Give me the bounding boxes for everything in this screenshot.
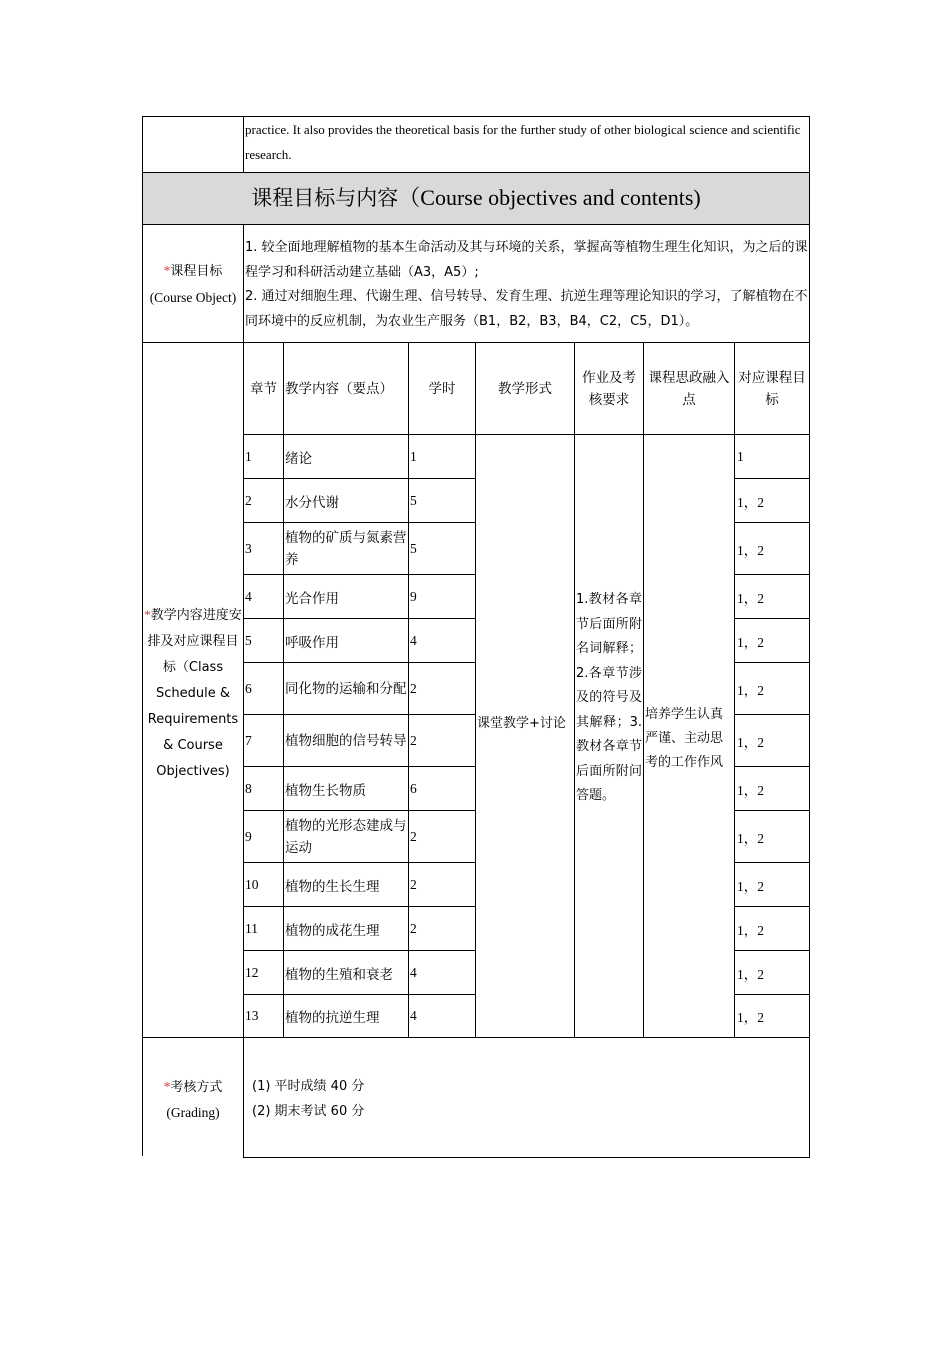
table-row-objective: 1，2 [737,494,764,510]
table-row-content: 植物的矿质与氮素营养 [285,529,407,568]
table-row-hours: 5 [410,540,417,556]
table-row-content: 绪论 [285,450,312,467]
table-row-chapter: 9 [245,828,252,844]
table-row-chapter: 6 [245,680,252,696]
table-row-chapter: 13 [245,1008,259,1023]
table-row-content: 植物的抗逆生理 [285,1010,380,1026]
table-row-chapter: 4 [245,588,252,604]
table-row-hours: 4 [410,632,417,648]
table-row-objective: 1，2 [737,542,764,558]
table-row-hours: 2 [410,920,417,936]
ideology-cell: 培养学生认真严谨、主动思考的工作作风 [645,707,724,770]
table-row-hours: 5 [410,492,417,508]
table-row-chapter: 12 [245,964,259,980]
header-hours: 学时 [428,380,456,397]
table-row-chapter: 5 [245,632,252,648]
table-row-objective: 1，2 [737,682,764,698]
header-objective: 对应课程目标 [738,369,806,408]
table-row-hours: 1 [410,448,417,464]
table-row-chapter: 10 [245,876,259,892]
table-row-content: 光合作用 [285,590,339,607]
table-row-hours: 2 [410,828,417,844]
table-row-hours: 4 [410,1008,417,1023]
grading-item-1: (1) 平时成绩 40 分 [252,1079,365,1094]
table-row-hours: 9 [410,588,417,604]
header-content: 教学内容（要点） [285,380,393,397]
header-form: 教学形式 [498,380,552,397]
table-row-objective: 1，2 [737,590,764,606]
table-row-content: 植物生长物质 [285,782,366,799]
header-chapter: 章节 [250,380,277,397]
homework-cell: 1.教材各章节后面所附名词解释；2.各章节涉及的符号及其解释；3.教材各章节后面所附问答题。 [576,592,642,803]
table-row-hours: 6 [410,780,417,796]
table-row-content: 呼吸作用 [285,634,339,651]
table-row-content: 植物细胞的信号转导 [285,732,407,749]
table-row-content: 植物的光形态建成与运动 [285,817,407,856]
table-row-chapter: 7 [245,732,252,748]
schedule-label: *教学内容进度安排及对应课程目标（Class Schedule & Requirements & Course Objectives) [144,607,242,779]
table-row-content: 植物的成花生理 [285,922,380,939]
table-row-objective: 1，2 [737,734,764,750]
table-row-objective: 1，2 [737,878,764,894]
table-row-chapter: 2 [245,492,252,508]
objective-1: 1. 较全面地理解植物的基本生命活动及其与环境的关系，掌握高等植物生理生化知识，为之后的课程学习和科研活动建立基础（A3，A5）; [245,240,808,280]
table-row-chapter: 3 [245,540,252,556]
objectives-label: *课程目标 (Course Object) [149,263,237,305]
table-row-chapter: 11 [245,920,258,936]
table-row-content: 水分代谢 [285,494,339,511]
intro-continuation-text: practice. It also provides the theoretical basis for the further study of other biological science and scientific research. [245,122,801,162]
table-row-chapter: 8 [245,780,252,796]
table-row-hours: 4 [410,964,417,980]
table-row-content: 植物的生殖和衰老 [285,966,393,983]
section-banner [143,172,809,224]
table-row-content: 同化物的运输和分配 [285,680,407,697]
table-row-objective: 1，2 [737,782,764,798]
banner-title-en: （Course objectives and contents) [398,185,701,210]
grading-item-2: (2) 期末考试 60 分 [252,1104,365,1119]
table-row-objective: 1，2 [737,634,764,650]
header-ideology: 课程思政融入点 [648,369,730,408]
table-row-objective: 1，2 [737,1010,764,1025]
grading-items [252,1074,652,1124]
objectives-text [245,236,808,334]
table-row-objective: 1，2 [737,830,764,846]
table-row-content: 植物的生长生理 [285,878,380,895]
table-row-hours: 2 [410,732,417,748]
table-row-hours: 2 [410,680,417,696]
grading-label: *考核方式 (Grading) [163,1079,223,1120]
table-row-chapter: 1 [245,448,252,464]
header-homework: 作业及考核要求 [582,369,636,408]
table-row-objective: 1，2 [737,966,764,982]
table-row-hours: 2 [410,876,417,892]
banner-title-cn: 课程目标与内容 [251,186,399,210]
objective-2: 2. 通过对细胞生理、代谢生理、信号转导、发育生理、抗逆生理等理论知识的学习，了解植物在不同环境中的反应机制，为农业生产服务（B1，B2，B3，B4，C2，C5，D1）。 [245,289,808,329]
table-row-objective: 1 [737,448,744,464]
teaching-form-cell: 课堂教学+讨论 [477,716,566,731]
table-row-objective: 1，2 [737,922,764,938]
